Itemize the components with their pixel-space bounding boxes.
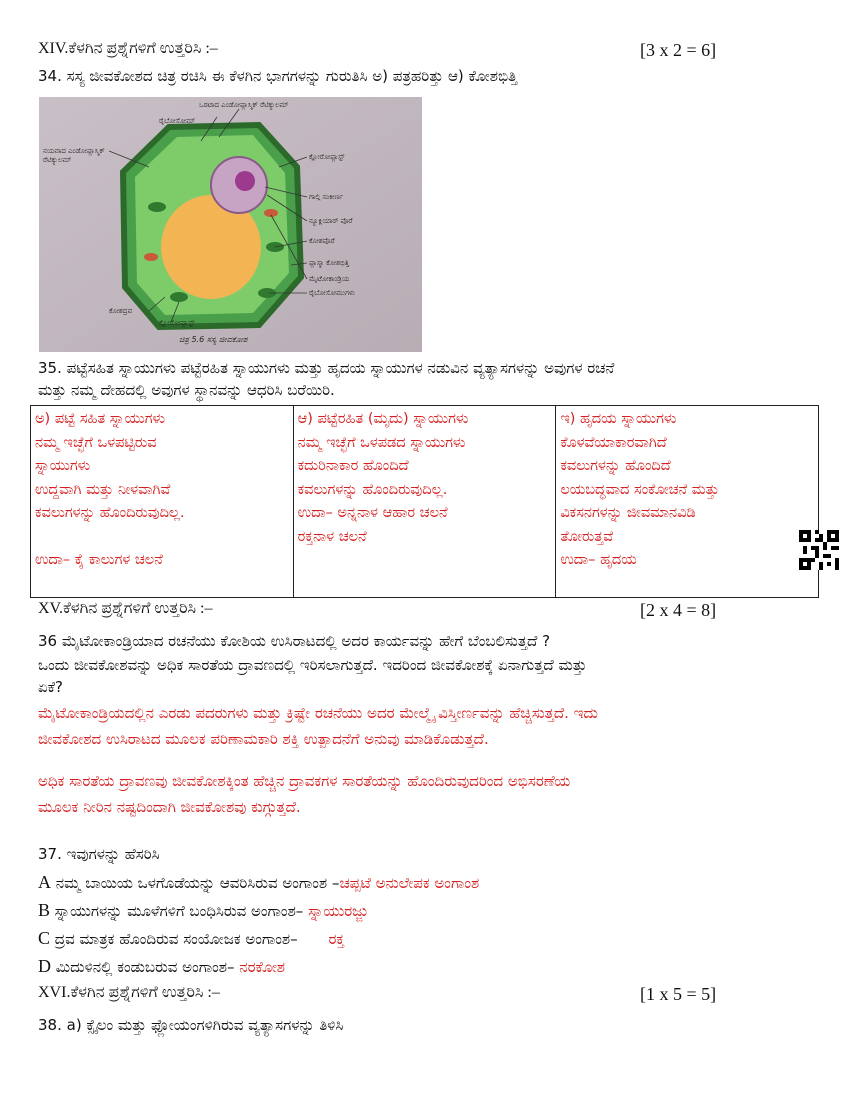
cell-line: ಲಯಬದ್ಧವಾದ ಸಂಕೋಚನೆ ಮತ್ತು [560,481,720,498]
cell-line [35,526,289,550]
item-question: ದ್ರವ ಮಾತ್ರಕ ಹೊಂದಿರುವ ಸಂಯೋಜಕ ಅಂಗಾಂಶ– [54,930,298,948]
question-38: 38. a) ಕ್ಸೈಲಂ ಮತ್ತು ಫ್ಲೋಯಂಗಳಿಗಿರುವ ವ್ಯತ್ಯಾಸಗಳನ್ನು ತಿಳಿಸಿ [38,1016,344,1034]
answer-36-part1-line1: ಮೈಟೋಕಾಂಡ್ರಿಯದಲ್ಲಿನ ಎರಡು ಪದರುಗಳು ಮತ್ತು ಕ್ರಿಷ್ಟೇ ರಚನೆಯು ಅದರ ಮೇಲ್ಮೈ ವಿಸ್ತೀರ್ಣವನ್ನು ಹೆಚ್ಚಿಸುತ್ತದೆ. ಇದು [38,704,598,722]
answer-36-part2-line2: ಮೂಲಕ ನೀರಿನ ನಷ್ಟದಿಂದಾಗಿ ಜೀವಕೋಶವು ಕುಗ್ಗುತ್ತದೆ. [38,798,301,816]
question-37-title: 37. ಇವುಗಳನ್ನು ಹೆಸರಿಸಿ [38,845,160,863]
item-letter: C [38,928,51,948]
figure-label: ಕೋಶದ್ರವ [109,307,133,315]
figure-label: ಪ್ಲಾಸ್ಮಾ ಕೋಶಭಿತ್ತಿ [309,259,349,267]
figure-label: ಕೋಶಪೊರೆ [309,237,335,245]
section-xiv-title: XIV.ಕೆಳಗಿನ ಪ್ರಶ್ನೆಗಳಿಗೆ ಉತ್ತರಿಸಿ :– [38,40,218,57]
figure-label: ಕ್ಲೋರೋಪ್ಲಾಸ್ಟ್ [159,319,195,327]
qr-code-icon [799,530,839,570]
cell-line: ಇ) ಹೃದಯ ಸ್ನಾಯುಗಳು [560,411,677,427]
cell-line: ಕವಲುಗಳನ್ನು ಹೊಂದಿರುವುದಿಲ್ಲ. [297,481,448,498]
section-xiv-marks: [3 x 2 = 6] [640,40,717,60]
list-item [38,871,479,894]
figure-label: ಗಾಲ್ಗಿ ಸಂಕೀರ್ಣ [309,193,344,201]
question-35-line2: ಮತ್ತು ನಮ್ಮ ದೇಹದಲ್ಲಿ ಅವುಗಳ ಸ್ಥಾನವನ್ನು ಆಧರಿಸಿ ಬರೆಯಿರಿ. [38,381,335,399]
item-question: ಸ್ನಾಯುಗಳನ್ನು ಮೂಳೆಗಳಿಗೆ ಬಂಧಿಸಿರುವ ಅಂಗಾಂಶ– [54,902,304,920]
section-xvi-title: XVI.ಕೆಳಗಿನ ಪ್ರಶ್ನೆಗಳಿಗೆ ಉತ್ತರಿಸಿ :– [38,984,220,1001]
cell-line: ವಿಕಸನಗಳನ್ನು ಜೀವಮಾನವಿಡಿ [560,505,696,521]
figure-label: ರೈಬೋಸೋಮುಗಳು [309,289,355,297]
cell-line: ಆ) ಪಟ್ಟೆರಹಿತ (ಮೃದು) ಸ್ನಾಯುಗಳು [297,411,469,427]
item-letter: D [38,956,51,976]
item-answer: ನರಕೋಶ [239,958,286,976]
chloroplast [170,292,188,302]
table-cell-smooth [293,406,556,598]
figure-label: ಮೈಟೋಕಾಂಡ್ರಿಯ [309,275,350,283]
answer-36-part2-line1: ಅಧಿಕ ಸಾರತೆಯ ದ್ರಾವಣವು ಜೀವಕೋಶಕ್ಕಿಂತ ಹೆಚ್ಚಿನ ದ್ರಾವಕಗಳ ಸಾರತೆಯನ್ನು ಹೊಂದಿರುವುದರಿಂದ ಅಭಿಸರಣೆಯ [38,772,571,790]
cell-line: ತೋರುತ್ತವೆ [560,528,614,545]
list-item [38,955,285,978]
chloroplast [148,202,166,212]
cell-line: ಕವಲುಗಳನ್ನು ಹೊಂದಿರುವುದಿಲ್ಲ. [35,505,185,521]
figure-caption: ಚಿತ್ರ 5.6 ಸಸ್ಯ ಜೀವಕೋಶ [179,335,248,344]
list-item [38,927,344,950]
item-letter: A [38,872,51,892]
item-answer: ಚಪ್ಪಟೆ ಅನುಲೇಪಕ ಅಂಗಾಂಶ [339,874,480,892]
table-cell-striated [31,406,294,598]
cell-line: ಕೊಳವೆಯಾಕಾರವಾಗಿದೆ [560,434,667,451]
mitochondrion [144,253,158,261]
item-question: ನಮ್ಮ ಬಾಯಿಯ ಒಳಗೊಡೆಯನ್ನು ಆವರಿಸಿರುವ ಅಂಗಾಂಶ – [55,874,340,892]
cell-line: ಉದಾ– ಕೈ ಕಾಲುಗಳ ಚಲನೆ [35,552,163,568]
question-36-line2: ಒಂದು ಜೀವಕೋಶವನ್ನು ಅಧಿಕ ಸಾರತೆಯ ದ್ರಾವಣದಲ್ಲಿ ಇರಿಸಲಾಗುತ್ತದೆ. ಇದರಿಂದ ಜೀವಕೋಶಕ್ಕೆ ಏನಾಗುತ್ತದೆ ಮತ್ತು [38,656,587,674]
figure-label: ಒರಟಾದ ಎಂಡೋಪ್ಲಾಸ್ಮಿಕ್ ರೆಟಿಕ್ಯುಲಮ್ [199,101,289,109]
question-35-line1: 35. ಪಟ್ಟೆಸಹಿತ ಸ್ನಾಯುಗಳು ಪಟ್ಟೆರಹಿತ ಸ್ನಾಯುಗಳು ಮತ್ತು ಹೃದಯ ಸ್ನಾಯುಗಳ ನಡುವಿನ ವ್ಯತ್ಯಾಸಗಳನ್ನು ಅವುಗಳ ರಚನೆ [38,359,615,377]
nucleolus [235,171,255,191]
cell-line: ಕದುರಿನಾಕಾರ ಹೊಂದಿದೆ [297,458,409,474]
section-xv-title: XV.ಕೆಳಗಿನ ಪ್ರಶ್ನೆಗಳಿಗೆ ಉತ್ತರಿಸಿ :– [38,600,213,617]
cell-line: ಅ) ಪಟ್ಟೆ ಸಹಿತ ಸ್ನಾಯುಗಳು [35,411,166,427]
plant-cell-figure [39,97,422,352]
question-34: 34. ಸಸ್ಯ ಜೀವಕೋಶದ ಚಿತ್ರ ರಚಿಸಿ ಈ ಕೆಳಗಿನ ಭಾಗಗಳನ್ನು ಗುರುತಿಸಿ ಅ) ಪತ್ರಹರಿತ್ತು ಆ) ಕೋಶಭಿತ್ತಿ [38,67,518,85]
figure-label: ರೈಬೋಸೋಮ್ [159,117,196,125]
cell-line: ನಮ್ಮ ಇಚ್ಛೆಗೆ ಒಳಪಡದ ಸ್ನಾಯುಗಳು [297,434,466,451]
question-36-line1: 36 ಮೈಟೋಕಾಂಡ್ರಿಯಾದ ರಚನೆಯು ಕೋಶಿಯ ಉಸಿರಾಟದಲ್ಲಿ ಅದರ ಕಾರ್ಯವನ್ನು ಹೇಗೆ ಬೆಂಬಲಿಸುತ್ತದೆ ? [38,632,551,650]
cell-line: ಉದಾ– ಅನ್ನನಾಳ ಆಹಾರ ಚಲನೆ [297,505,448,521]
figure-label: ಕ್ಲೋರೋಪ್ಲಾಸ್ಟ್ [309,153,345,161]
question-36-line3: ಏಕೆ? [38,678,63,696]
item-question: ಮಿದುಳಿನಲ್ಲಿ ಕಂಡುಬರುವ ಅಂಗಾಂಶ– [55,958,235,976]
cell-line: ಕವಲುಗಳನ್ನು ಹೊಂದಿದೆ [560,458,671,474]
muscle-difference-table [30,405,819,598]
item-answer: ಸ್ನಾಯುರಜ್ಜು [308,902,369,920]
cell-line: ನಮ್ಮ ಇಚ್ಛೆಗೆ ಒಳಪಟ್ಟಿರುವ [35,434,157,451]
section-xv-marks: [2 x 4 = 8] [640,600,717,620]
item-letter: B [38,900,51,920]
figure-label: ನಯವಾದ ಎಂಡೋಪ್ಲಾಸ್ಮಿಕ್ ರೆಟಿಕ್ಯುಲಮ್ [43,147,105,164]
section-xvi-marks: [1 x 5 = 5] [640,984,717,1004]
item-answer: ರಕ್ತ [328,930,345,948]
answer-36-part1-line2: ಜೀವಕೋಶದ ಉಸಿರಾಟದ ಮೂಲಕ ಪರಿಣಾಮಕಾರಿ ಶಕ್ತಿ ಉತ್ಪಾದನೆಗೆ ಅನುವು ಮಾಡಿಕೊಡುತ್ತದೆ. [38,730,489,748]
table-cell-cardiac [556,406,819,598]
cell-line: ಸ್ನಾಯುಗಳು [35,458,91,474]
list-item [38,899,368,922]
cell-line: ರಕ್ತನಾಳ ಚಲನೆ [297,528,367,545]
cell-line: ಉದ್ದವಾಗಿ ಮತ್ತು ನೀಳವಾಗಿವೆ [35,481,171,498]
figure-label: ನ್ಯೂಕ್ಲಿಯಾರ್ ಪೊರೆ [309,217,353,225]
cell-line: ಉದಾ– ಹೃದಯ [560,552,637,568]
table-row [31,406,819,598]
